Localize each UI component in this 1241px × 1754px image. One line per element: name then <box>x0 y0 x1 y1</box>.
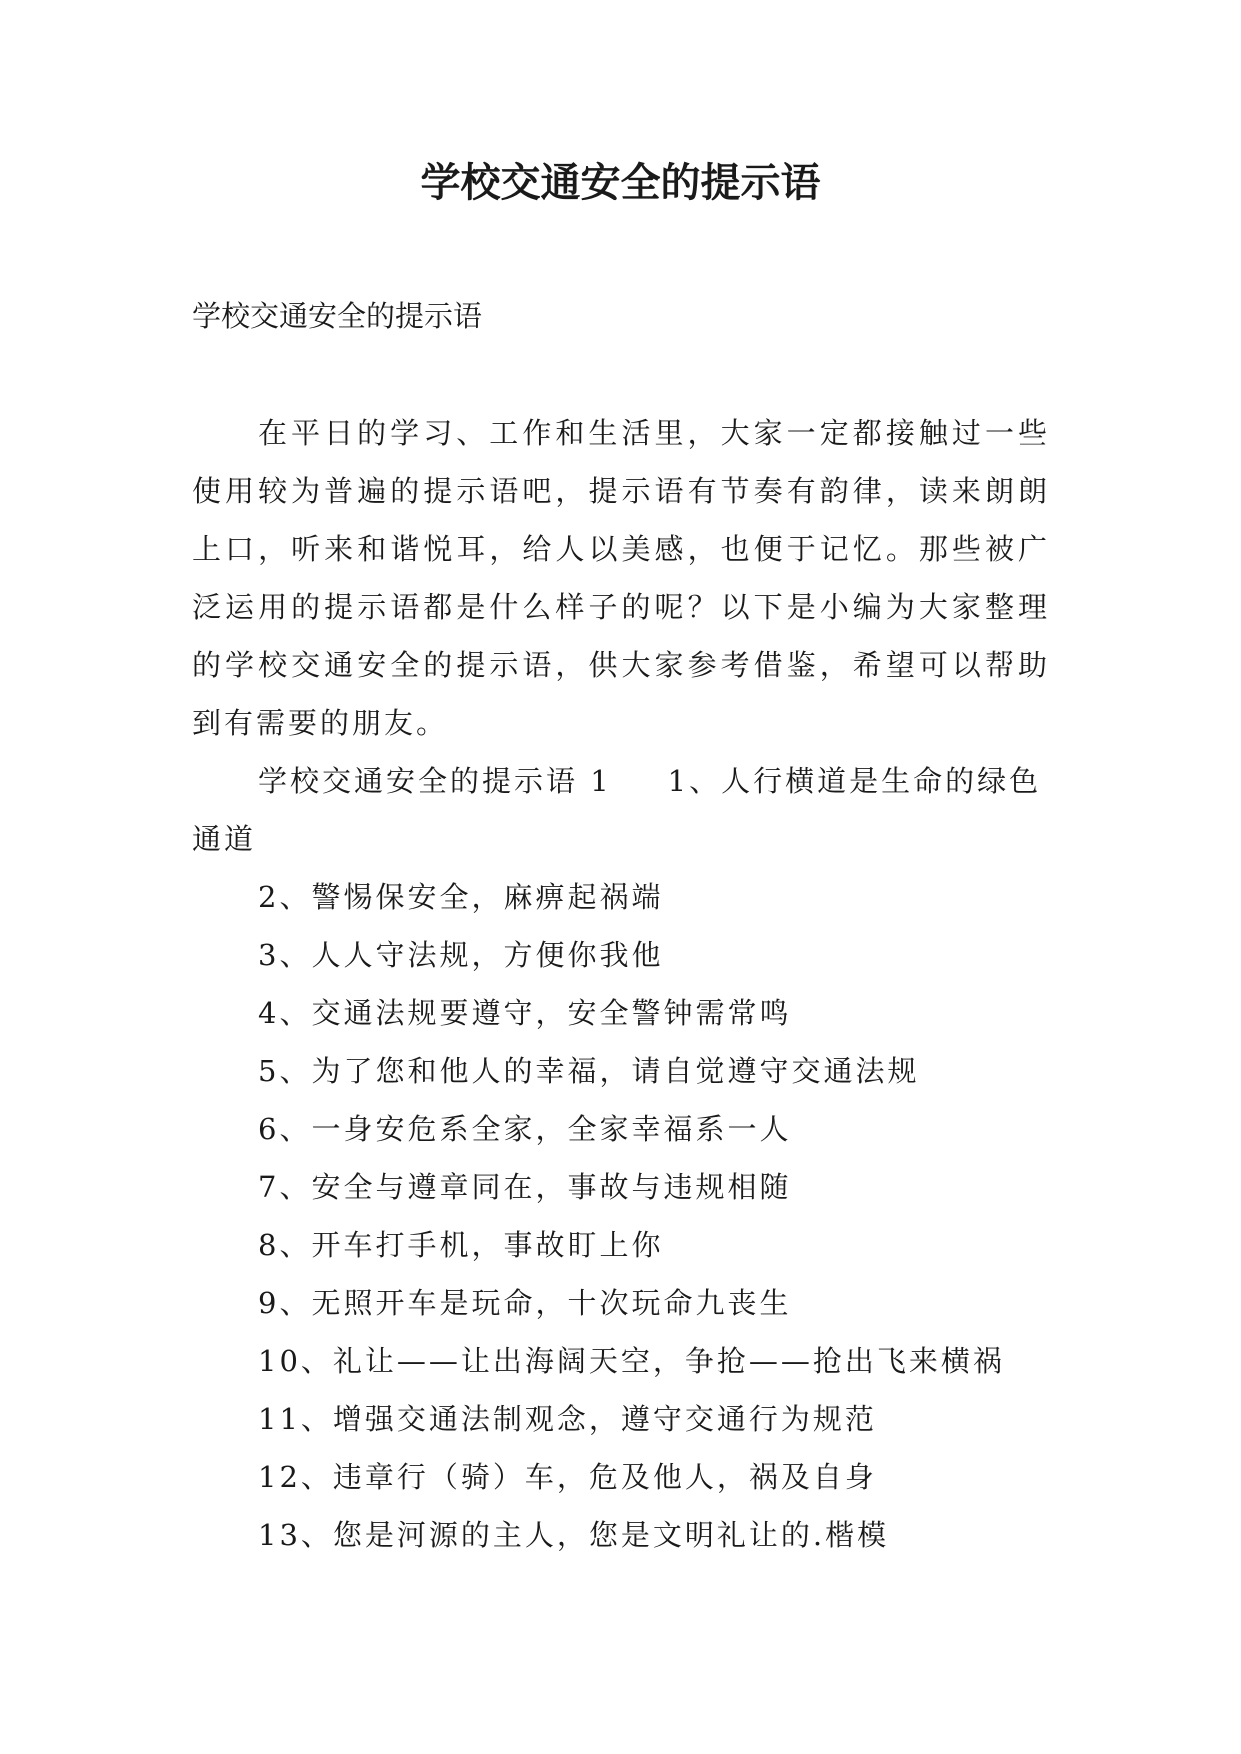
slogan-list <box>258 868 1005 1564</box>
document-subtitle: 学校交通安全的提示语 <box>192 299 483 333</box>
list-item: 13、您是河源的主人，您是文明礼让的.楷模 <box>258 1518 890 1552</box>
list-item: 8、开车打手机，事故盯上你 <box>258 1228 664 1262</box>
list-item: 11、增强交通法制观念，遵守交通行为规范 <box>258 1402 877 1436</box>
list-item: 5、为了您和他人的幸福，请自觉遵守交通法规 <box>258 1054 920 1088</box>
list-item: 10、礼让——让出海阔天空，争抢——抢出飞来横祸 <box>258 1344 1005 1378</box>
list-item: 4、交通法规要遵守，安全警钟需常鸣 <box>258 996 792 1030</box>
section-heading-paragraph <box>192 752 1050 868</box>
list-item: 2、警惕保安全，麻痹起祸端 <box>258 880 664 914</box>
list-item: 3、人人守法规，方便你我他 <box>258 938 664 972</box>
list-item: 6、一身安危系全家，全家幸福系一人 <box>258 1112 792 1146</box>
list-item: 9、无照开车是玩命，十次玩命九丧生 <box>258 1286 792 1320</box>
list-item: 12、违章行（骑）车，危及他人，祸及自身 <box>258 1460 877 1494</box>
document-title: 学校交通安全的提示语 <box>420 159 821 206</box>
list-item: 7、安全与遵章同在，事故与违规相随 <box>258 1170 792 1204</box>
first-slogan: 1、人行横道是生命的绿色通道 <box>192 764 1042 856</box>
section-heading: 学校交通安全的提示语 1 <box>258 764 612 798</box>
intro-paragraph: 在平日的学习、工作和生活里，大家一定都接触过一些使用较为普遍的提示语吧，提示语有节奏有韵律，读来朗朗上口，听来和谐悦耳，给人以美感，也便于记忆。那些被广泛运用的提示语都是什么样子的呢？以下是小编为大家整理的学校交通安全的提示语，供大家参考借鉴，希望可以帮助到有需要的朋友。 <box>192 416 1050 740</box>
